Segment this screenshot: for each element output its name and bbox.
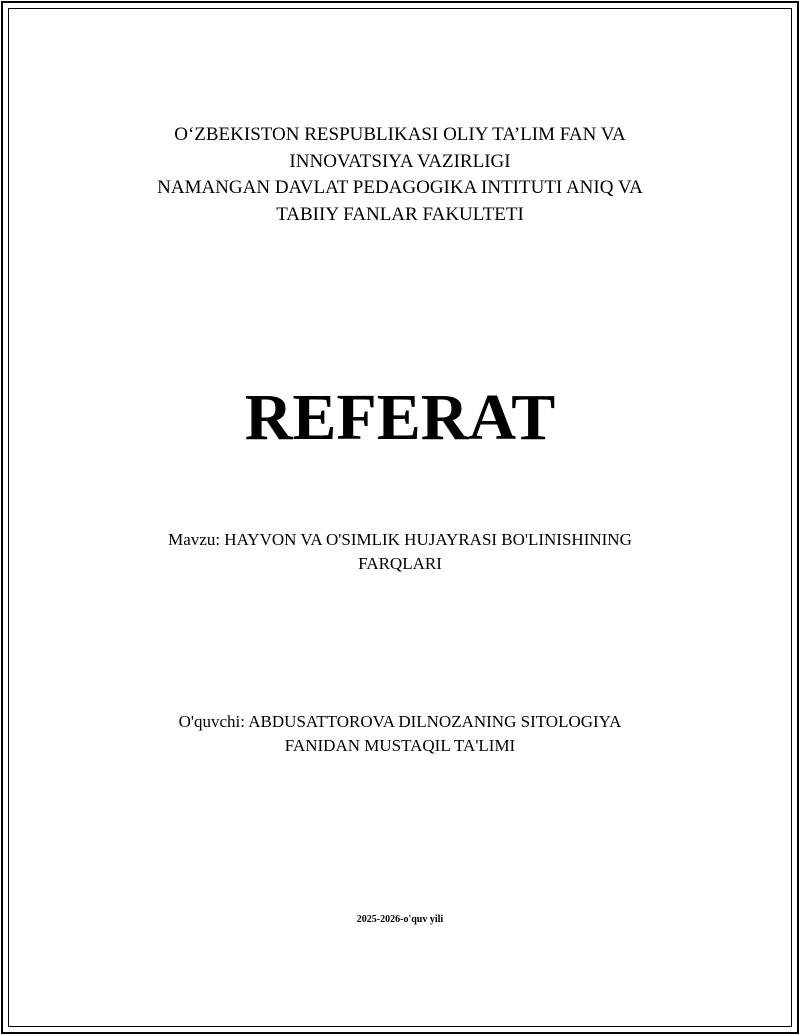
topic-block [0, 528, 800, 576]
topic-line-1: Mavzu: HAYVON VA O'SIMLIK HUJAYRASI BO'LINISHINING [168, 530, 632, 549]
institution-heading [0, 122, 800, 228]
student-line-1: O'quvchi: ABDUSATTOROVA DILNOZANING SITOLOGIYA [178, 712, 622, 731]
document-title: REFERAT [244, 381, 556, 454]
academic-year: 2025-2026-o'quv yili [356, 914, 444, 925]
heading-line-3: NAMANGAN DAVLAT PEDAGOGIKA INTITUTI ANIQ VA [157, 177, 643, 198]
heading-line-4: TABIIY FANLAR FAKULTETI [276, 203, 524, 225]
student-line-2: FANIDAN MUSTAQIL TA'LIMI [284, 736, 516, 755]
topic-line-2: FARQLARI [358, 554, 442, 573]
heading-line-1: O‘ZBEKISTON RESPUBLIKASI OLIY TA’LIM FAN VA [174, 124, 626, 145]
heading-line-2: INNOVATSIYA VAZIRLIGI [289, 150, 511, 172]
student-block [0, 710, 800, 758]
